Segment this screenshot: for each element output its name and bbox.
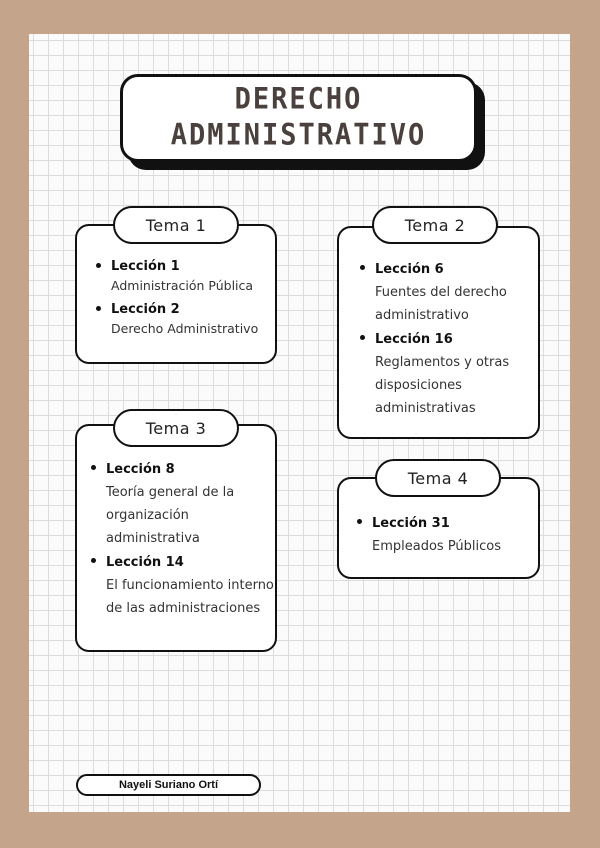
lesson-description: El funcionamiento interno de las administraciones: [106, 578, 274, 616]
lesson-item: [106, 459, 274, 550]
tema-2-label: Tema 2: [372, 206, 498, 244]
lesson-item: [111, 257, 276, 295]
lesson-title: Lección 6: [375, 259, 538, 281]
lesson-description: Reglamentos y otras disposiciones administrativas: [375, 355, 510, 416]
lesson-item: [106, 552, 274, 620]
author-badge: Nayeli Suriano Ortí: [76, 774, 261, 796]
title-box: [120, 74, 477, 162]
lesson-title: Lección 14: [106, 552, 274, 574]
lesson-description: Administración Pública: [111, 278, 254, 293]
lesson-item: [375, 329, 538, 420]
title-line-1: DERECHO: [234, 82, 363, 117]
lesson-description: Teoría general de la organización administrativa: [106, 485, 235, 546]
lesson-title: Lección 1: [111, 257, 276, 276]
tema-3-card: [75, 424, 277, 652]
tema-4-label: Tema 4: [375, 459, 501, 497]
lesson-description: Empleados Públicos: [372, 539, 502, 554]
lesson-title: Lección 2: [111, 300, 276, 319]
lesson-description: Derecho Administrativo: [111, 321, 259, 336]
tema-3-label: Tema 3: [113, 409, 239, 447]
title-line-2: ADMINISTRATIVO: [170, 118, 427, 153]
lesson-item: [375, 259, 538, 327]
lesson-title: Lección 31: [372, 513, 538, 535]
lesson-item: [372, 513, 538, 558]
lesson-title: Lección 8: [106, 459, 274, 481]
tema-1-label: Tema 1: [113, 206, 239, 244]
lesson-description: Fuentes del derecho administrativo: [375, 285, 507, 323]
lesson-title: Lección 16: [375, 329, 538, 351]
tema-2-card: [337, 226, 540, 439]
lesson-item: [111, 300, 276, 338]
tema-1-card: [75, 224, 277, 364]
